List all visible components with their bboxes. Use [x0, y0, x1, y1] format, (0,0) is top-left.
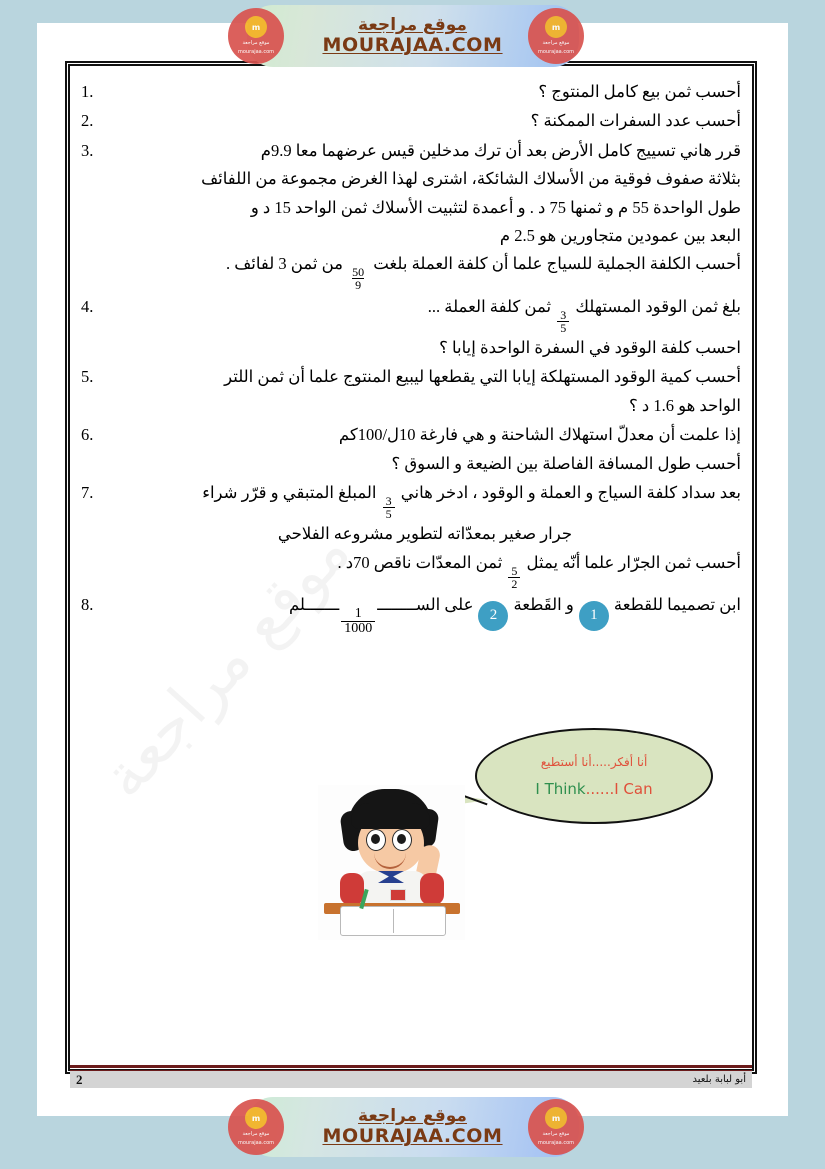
design-lead-text: ابن تصميما للقطعة	[613, 595, 741, 615]
question-line: البعد بين عمودين متجاورين هو 2.5 م	[499, 225, 741, 245]
question-line: بثلاثة صفوف فوقية من الأسلاك الشائكة، اشترى لهذا الغرض مجموعة من اللفائف	[201, 169, 741, 189]
question-number: 7.	[81, 482, 94, 502]
fraction-denominator: 5	[557, 321, 569, 334]
question-item	[81, 293, 741, 363]
speech-arabic-second: أنا أستطيع	[540, 754, 592, 769]
circled-number-two: 2	[478, 601, 508, 631]
fraction-line-suffix: من ثمن 3 لفائف .	[225, 254, 348, 274]
speech-arabic-first: أنا أفكر	[610, 754, 648, 769]
banner-title-arabic: موقع مراجعة	[358, 1105, 467, 1126]
site-logo-left	[228, 8, 284, 64]
logo-mark-icon: m	[245, 16, 267, 38]
question-number: 4.	[81, 296, 94, 316]
fraction-5-over-2	[508, 565, 520, 590]
fraction-line-suffix: ثمن كلفة العملة ...	[427, 296, 556, 316]
footer-author: أبو لبابة بلعيد	[692, 1074, 746, 1085]
logo-caption-ar: موقع مراجعة	[542, 1131, 570, 1138]
question-item-design	[81, 591, 741, 636]
site-logo-left	[228, 1099, 284, 1155]
question-line-with-fraction	[109, 549, 741, 590]
open-book	[340, 906, 446, 936]
hair-fringe	[351, 803, 430, 829]
question-line: الواحد هو 1.6 د ؟	[628, 395, 741, 415]
question-line: قرر هاني تسييج كامل الأرض بعد أن ترك مدخلين قيس عرضهما معا 9.9م	[260, 140, 741, 160]
question-body	[109, 591, 741, 636]
speech-english-dots: ......	[585, 779, 615, 798]
logo-caption-ar: موقع مراجعة	[242, 40, 270, 47]
question-body	[109, 293, 741, 363]
question-number: 2.	[81, 111, 94, 131]
design-tail-text: على الســ	[406, 595, 474, 615]
question-item	[81, 479, 741, 590]
speech-bubble	[475, 728, 713, 824]
question-number: 1.	[81, 82, 94, 101]
speech-english-first: I Think	[535, 779, 586, 798]
logo-caption-en: mourajaa.com	[538, 49, 575, 55]
fraction-numerator: 3	[385, 493, 392, 508]
fraction-line-suffix: ثمن المعدّات ناقص 70د .	[337, 552, 507, 572]
question-item	[81, 107, 741, 135]
logo-caption-en: mourajaa.com	[538, 1140, 575, 1146]
design-mid-text: و القَطعة	[513, 595, 574, 615]
question-body	[109, 363, 741, 420]
fraction-numerator: 5	[511, 563, 518, 578]
logo-caption-ar: موقع مراجعة	[242, 1131, 270, 1138]
eye-left	[366, 829, 386, 851]
fraction-50-over-9	[349, 266, 367, 291]
question-line-with-fraction	[109, 250, 741, 291]
logo-caption-ar: موقع مراجعة	[542, 40, 570, 47]
fraction-denominator: 5	[383, 507, 395, 520]
logo-caption-en: mourajaa.com	[238, 49, 275, 55]
question-item	[81, 421, 741, 478]
question-line: طول الواحدة 55 م و ثمنها 75 د . و أعمدة لتثبيت الأسلاك ثمن الواحد 15 د و	[250, 197, 741, 217]
speech-arabic-dots: .....	[591, 754, 611, 769]
logo-mark-icon: m	[545, 16, 567, 38]
question-number: 3.	[81, 140, 94, 160]
question-line: أحسب طول المسافة الفاصلة بين الضيعة و السوق ؟	[391, 453, 741, 473]
question-item	[81, 363, 741, 420]
question-line: جرار صغير بمعدّاته لتطوير مشروعه الفلاحي	[277, 524, 573, 544]
fraction-numerator: 50	[352, 265, 365, 280]
question-line: أحسب كمية الوقود المستهلكة إيابا التي يقطعها ليبيع المنتوج علما أن ثمن اللتر	[224, 367, 741, 387]
sleeve-right	[420, 873, 444, 905]
question-line: أحسب عدد السفرات الممكنة ؟	[530, 111, 741, 131]
question-number: 8.	[81, 595, 94, 615]
question-line-with-fraction	[109, 479, 741, 520]
eye-right	[392, 829, 412, 851]
speech-bubble-arabic	[541, 755, 648, 769]
fraction-numerator: 3	[560, 307, 567, 322]
shirt-badge	[390, 889, 406, 901]
banner-domain[interactable]: MOURAJAA.COM	[322, 1125, 503, 1148]
top-site-banner	[0, 0, 825, 72]
fraction-line-prefix: أحسب الكلفة الجملية للسياج علما أن كلفة العملة بلغت	[369, 254, 741, 274]
question-body	[109, 137, 741, 292]
worksheet-page	[37, 23, 788, 1116]
design-dashes-a: ــــــ	[377, 595, 407, 615]
fraction-line-prefix: بعد سداد كلفة السياج و العملة و الوقود ، ادخر هاني	[396, 482, 741, 502]
circled-number-one: 1	[579, 601, 609, 631]
footer-rule-thick	[70, 1065, 752, 1068]
question-line-with-circles	[109, 591, 741, 636]
question-body	[109, 107, 741, 135]
question-item	[81, 137, 741, 292]
fraction-denominator: 1000	[341, 621, 375, 636]
design-end-text: ـلم	[288, 595, 311, 615]
logo-caption-en: mourajaa.com	[238, 1140, 275, 1146]
fraction-denominator: 9	[352, 278, 364, 291]
site-logo-right	[528, 8, 584, 64]
fraction-line-suffix: المبلغ المتبقي و قرّر شراء	[202, 482, 381, 502]
speech-bubble-english	[535, 780, 652, 798]
question-line: إذا علمت أن معدلّ استهلاك الشاحنة و هي فارغة 10ل/100كم	[338, 425, 741, 445]
student-illustration	[318, 785, 465, 940]
logo-mark-icon: m	[545, 1107, 567, 1129]
speech-english-second: I Can	[614, 779, 653, 798]
footer-page-number: 2	[76, 1071, 83, 1087]
question-body	[109, 78, 741, 106]
bottom-site-banner	[0, 1085, 825, 1169]
question-number: 5.	[81, 367, 94, 387]
question-item	[81, 78, 741, 106]
question-body	[109, 479, 741, 590]
fraction-line-prefix: بلغ ثمن الوقود المستهلك	[571, 296, 741, 316]
fraction-denominator: 2	[508, 577, 520, 590]
questions-list	[81, 78, 741, 638]
question-line: أحسب ثمن بيع كامل المنتوج ؟	[538, 82, 741, 101]
question-number: 6.	[81, 425, 94, 445]
banner-domain[interactable]: MOURAJAA.COM	[322, 34, 503, 57]
fraction-3-over-5	[383, 495, 395, 520]
question-line-with-fraction	[109, 293, 741, 334]
fraction-3-over-5	[557, 309, 569, 334]
illustration-area	[37, 723, 788, 953]
question-body	[109, 421, 741, 478]
banner-title-arabic: موقع مراجعة	[358, 14, 467, 35]
logo-mark-icon: m	[245, 1107, 267, 1129]
fraction-line-prefix: أحسب ثمن الجرّار علما أنّه يمثل	[522, 552, 741, 572]
fraction-1-over-1000	[341, 607, 375, 637]
design-dashes-b: ــــــ	[310, 595, 340, 615]
fraction-numerator: 1	[354, 605, 362, 621]
site-logo-right	[528, 1099, 584, 1155]
question-line: احسب كلفة الوقود في السفرة الواحدة إيابا ؟	[439, 338, 741, 358]
